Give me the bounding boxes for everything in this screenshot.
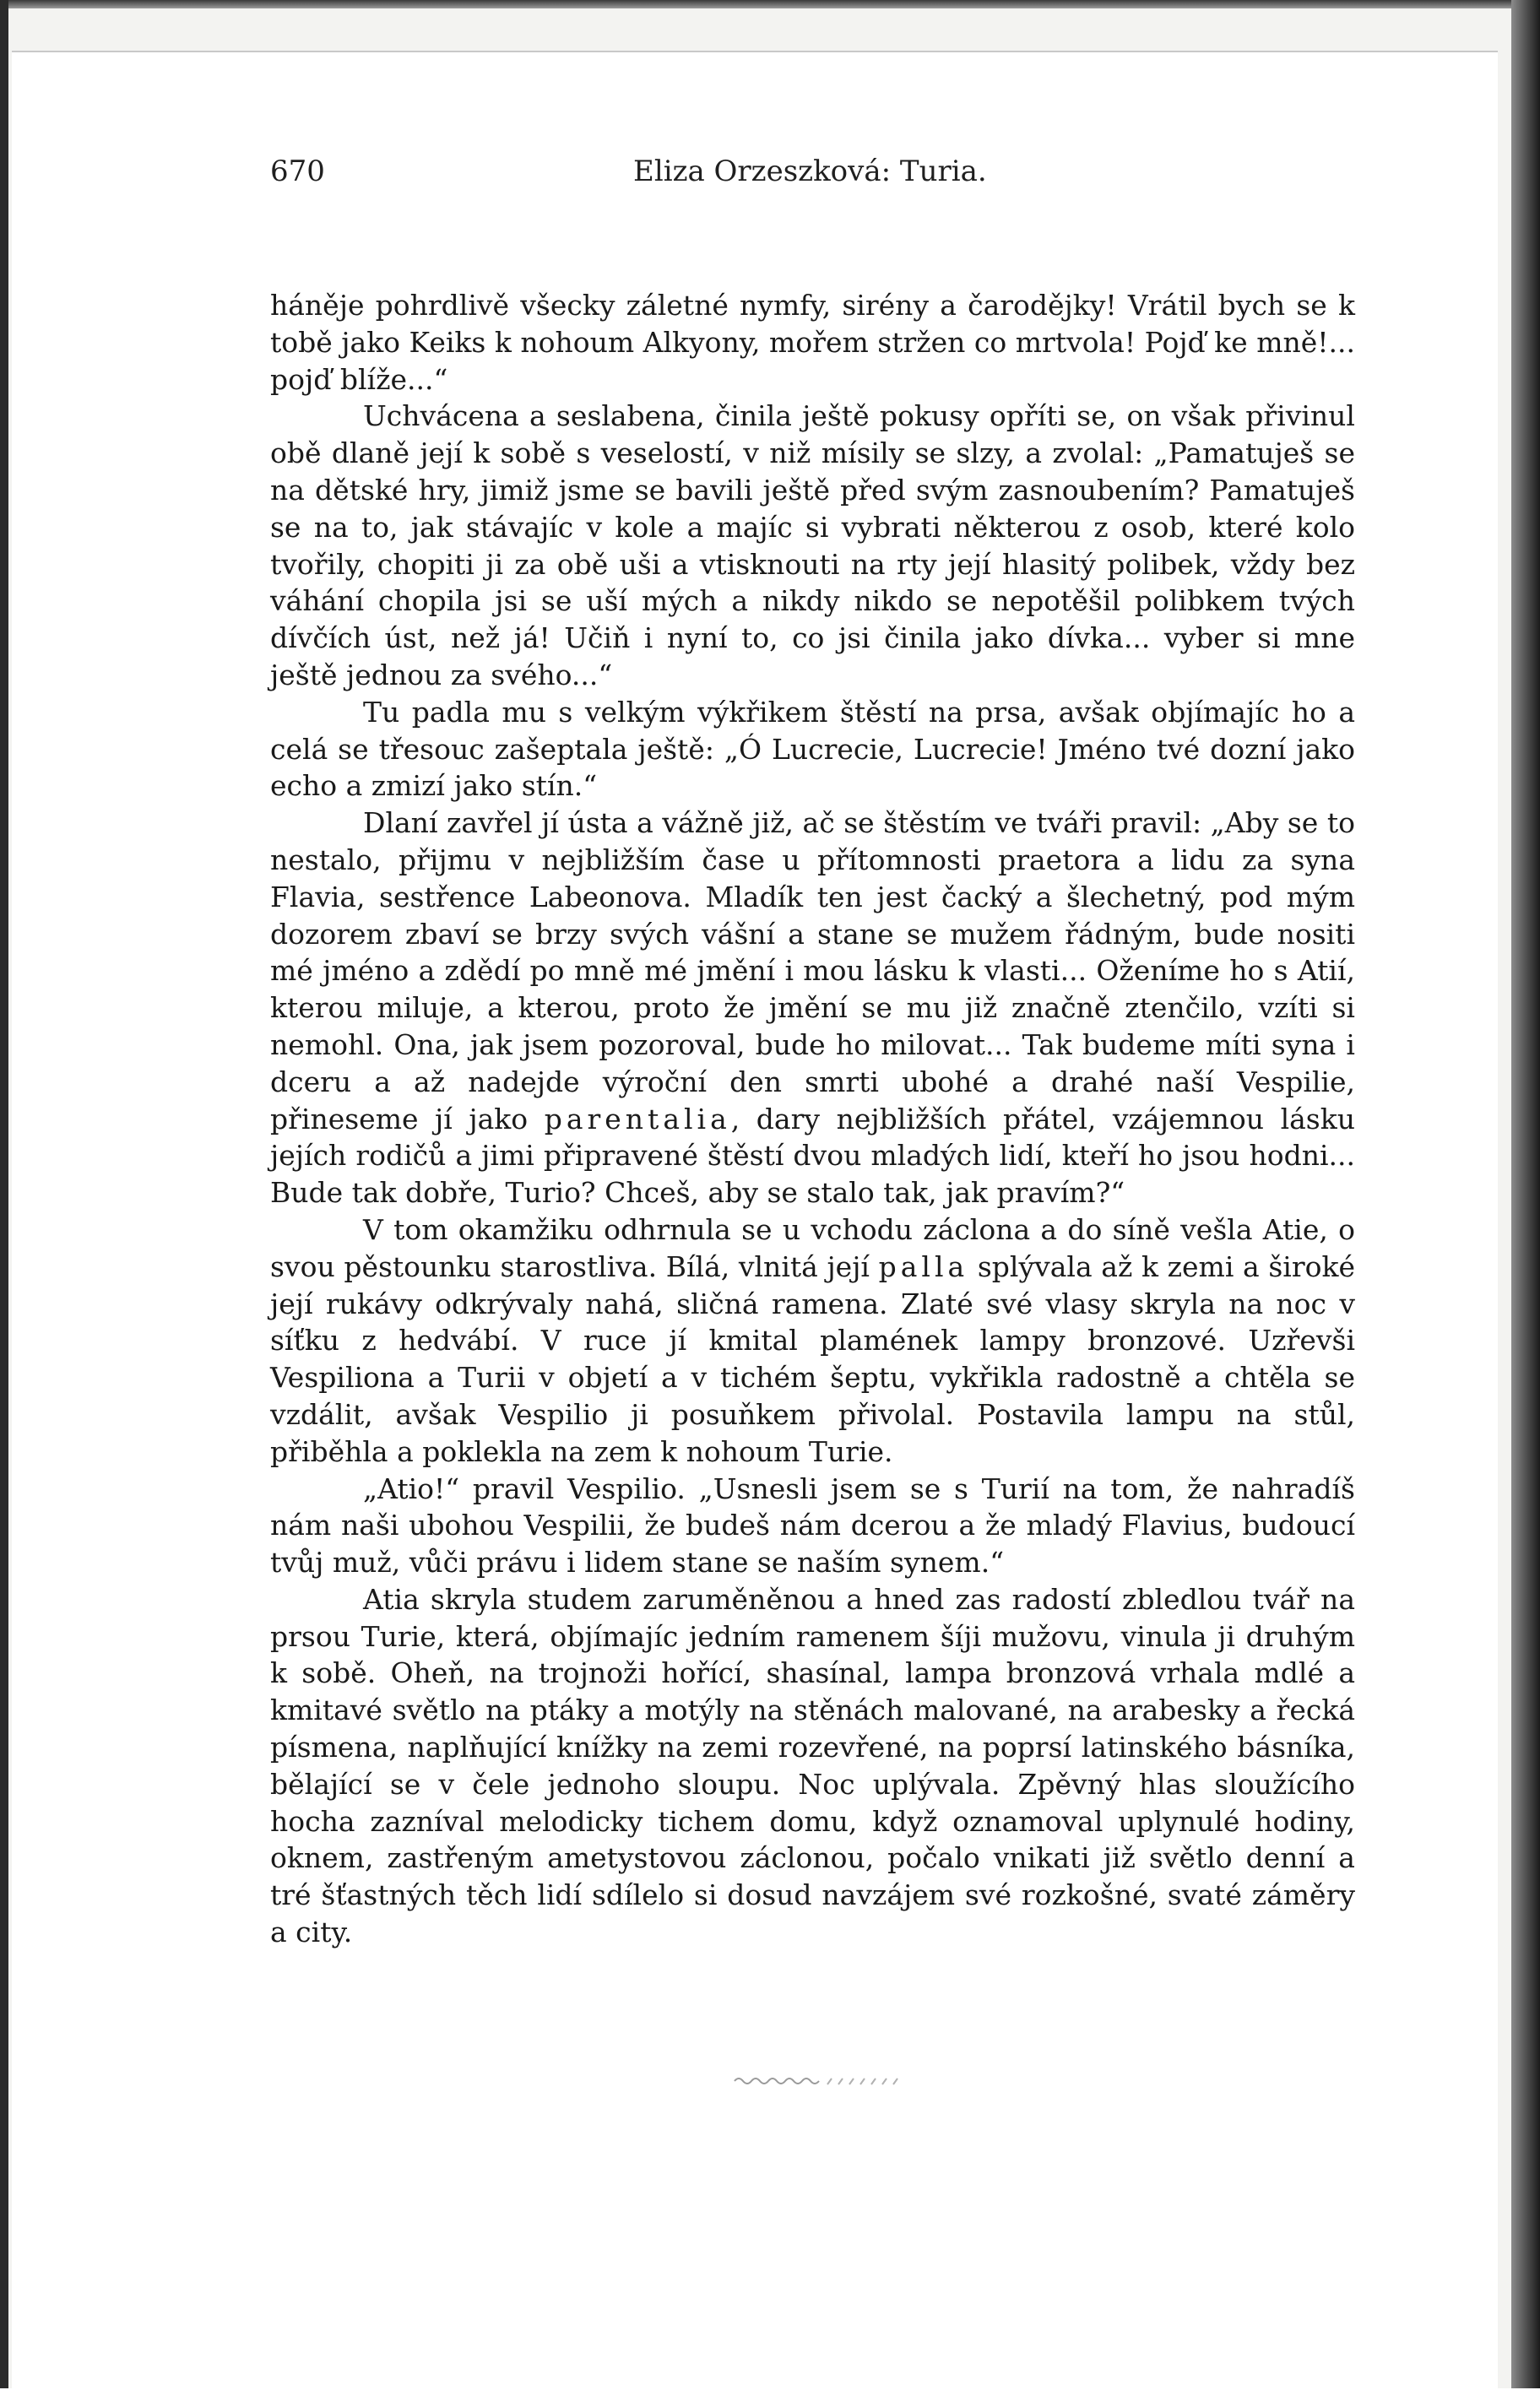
- paragraph-text: „Atio!“ pravil Vespilio. „Usnesli jsem se s Turií na tom, že nahradíš nám naši ubohou Vespilii, že budeš nám dcerou a že mladý Flavius, budoucí tvůj muž, vůči právu i lidem stane se naším synem.“: [270, 1471, 1355, 1580]
- paragraph-text: Uchvácena a seslabena, činila ještě pokusy opříti se, on však přivinul obě dlaně její k sobě s veselostí, v niž mísily se slzy, a zvolal: „Pamatuješ se na dětské hry, jimiž jsme se bavili ještě před svým zasnoubením? Pamatuješ se na to, jak stávajíc v kole a majíc si vybrati některou z osob, které kolo tvořily, chopiti ji za obě uši a vtisknouti na rty její hlasitý polibek, vždy bez váhání chopila jsi se uší mých a nikdy nikdo se nepotěšil polibkem tvých dívčích úst, než já! Učiň i nyní to, co jsi činila jako dívka... vyber si mne ještě jednou za svého...“: [270, 399, 1355, 691]
- paragraph: [270, 1471, 1355, 1581]
- scan-edge-right: [1511, 0, 1540, 2388]
- paragraph-text: Atia skryla studem zaruměněnou a hned zas radostí zbledlou tvář na prsou Turie, která, objímajíc jedním ramenem šíji mužovu, vinula ji druhým k sobě. Oheň, na trojnoži hořící, shasínal, lampa bronzová vrhala mdlé a kmitavé světlo na ptáky a motýly na stěnách malované, na arabesky a řecká písmena, naplňující knížky na zemi rozevřené, na poprsí latinského básníka, bělající se v čele jednoho sloupu. Noc uplývala. Zpěvný hlas sloužícího hocha zazníval melodicky tichem domu, když oznamoval uplynulé hodiny, oknem, zastřeným ametystovou záclonou, počalo vnikati již světlo denní a tré šťastných těch lidí sdílelo si dosud navzájem své rozkošné, svaté záměry a city.: [270, 1582, 1355, 1949]
- scan-edge-top: [0, 0, 1540, 8]
- paragraph: [270, 287, 1355, 398]
- paragraph: [270, 694, 1355, 805]
- scan-edge-left: [0, 0, 8, 2388]
- spaced-emphasis-text: parentalia: [544, 1102, 731, 1135]
- page-number: 670: [270, 154, 325, 188]
- paragraph-text: splývala až k zemi a široké její rukávy odkrývaly nahá, sličná ramena. Zlaté své vlasy skryla na noc v síťku z hedvábí. V ruce jí kmital plamének lampy bronzové. Uzřevši Vespiliona a Turii v objetí a v tichém šeptu, vykřikla radostně a chtěla se vzdálit, avšak Vespilio ji posuňkem přivolal. Postavila lampu na stůl, přiběhla a poklekla na zem k nohoum Turie.: [270, 1249, 1355, 1468]
- running-head: [270, 154, 996, 197]
- end-ornament-icon: [730, 2066, 916, 2091]
- paragraph-text: V tom okamžiku odhrnula se u vchodu záclona a do síně vešla Atie, o svou pěstounku starostliva. Bílá, vlnitá její: [270, 1212, 1355, 1283]
- paragraph-text: háněje pohrdlivě všecky záletné nymfy, sirény a čarodějky! Vrátil bych se k tobě jako Keiks k nohoum Alkyony, mořem stržen co mrtvola! Pojď ke mně!... pojď blíže...“: [270, 289, 1355, 396]
- spaced-emphasis-text: palla: [878, 1249, 969, 1283]
- paragraph-text: Dlaní zavřel jí ústa a vážně již, ač se štěstím ve tváři pravil: „Aby se to nestalo, přijmu v nejbližším čase u přítomnosti praetora a lidu za syna Flavia, sestřence Labeonova. Mladík ten jest čacký a šlechetný, pod mým dozorem zbaví se brzy svých vášní a stane se mužem řádným, bude nositi mé jméno a zdědí po mně mé jmění i mou lásku k vlasti... Oženíme ho s Atií, kterou miluje, a kterou, proto že jmění se mu již značně ztenčilo, vzíti si nemohl. Ona, jak jsem pozoroval, bude ho milovat... Tak budeme míti syna i dceru a až nadejde výroční den smrti ubohé a drahé naší Vespilie, přineseme jí jako: [270, 806, 1355, 1135]
- paragraph: [270, 398, 1355, 693]
- running-title: Eliza Orzeszková: Turia.: [633, 154, 987, 188]
- body-text: [270, 287, 1355, 1951]
- paragraph: [270, 805, 1355, 1211]
- paragraph-text: Tu padla mu s velkým výkřikem štěstí na prsa, avšak objímajíc ho a celá se třesouc zašeptala ještě: „Ó Lucrecie, Lucrecie! Jméno tvé dozní jako echo a zmizí jako stín.“: [270, 695, 1355, 803]
- paragraph-text: , dary nejbližších přátel, vzájemnou lásku jejích rodičů a jimi připravené štěstí dvou mladých lidí, kteří ho jsou hodni... Bude tak dobře, Turio? Chceš, aby se stalo tak, jak pravím?“: [270, 1102, 1355, 1210]
- paragraph: [270, 1211, 1355, 1471]
- paragraph: [270, 1581, 1355, 1951]
